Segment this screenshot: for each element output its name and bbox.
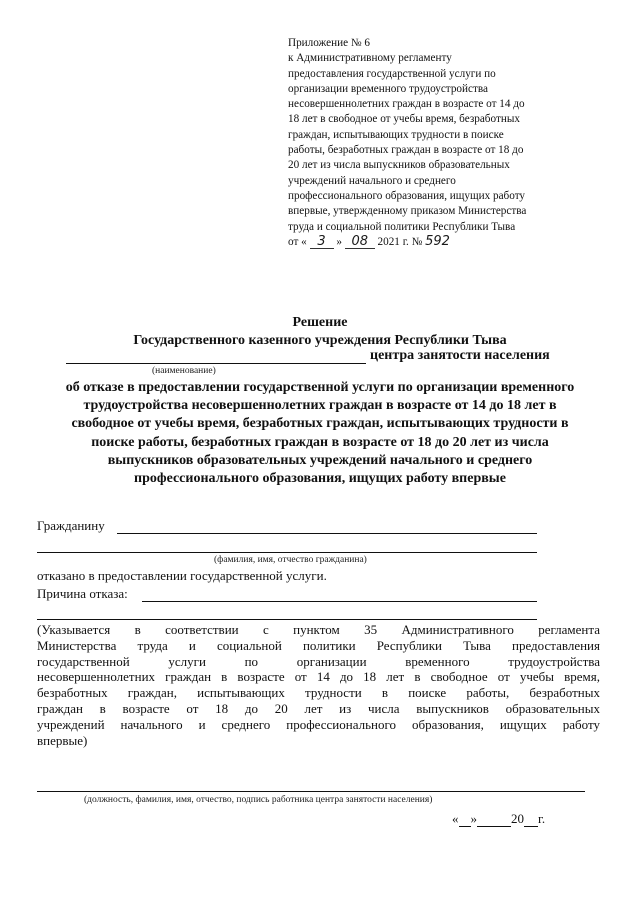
- explanation-line: учреждений начального и среднего профессионального образования, ищущих работу: [37, 716, 600, 732]
- subject-line: об отказе в предоставлении государственной услуги по организации временного: [65, 380, 575, 395]
- decision-title: [30, 314, 610, 350]
- date-year-text: 2021 г. №: [377, 235, 423, 248]
- signature-hint: (должность, фамилия, имя, отчество, подпись работника центра занятости населения): [84, 795, 433, 805]
- explanation-line: безработных граждан, испытывающих трудности в поиске работы, безработных: [37, 685, 600, 701]
- annex-line: 18 лет в свободное от учебы время, безработных: [288, 113, 520, 126]
- subject-line: выпускников образовательных учреждений начального и среднего: [107, 452, 533, 468]
- reason-explanation: [37, 622, 600, 748]
- date-prefix: от «: [288, 235, 307, 248]
- annex-line: организации временного трудоустройства: [288, 82, 488, 95]
- annex-line: несовершеннолетних граждан в возрасте от 14 до: [288, 98, 525, 111]
- explanation-line: граждан в возрасте от 18 до 20 лет из числа выпускников образовательных: [37, 700, 600, 716]
- center-name-line: [66, 348, 550, 364]
- citizen-name-field-2[interactable]: [37, 552, 537, 553]
- date-month-blank[interactable]: [477, 815, 511, 827]
- annex-line: впервые, утвержденному приказом Министерства: [288, 205, 527, 218]
- title-heading: Решение: [292, 315, 348, 330]
- fio-hint: (фамилия, имя, отчество гражданина): [214, 555, 367, 565]
- reason-field-2[interactable]: [37, 619, 537, 620]
- decision-subject: [22, 379, 618, 488]
- date-open: «: [452, 811, 459, 826]
- date-end: г.: [538, 811, 546, 826]
- annex-date-line: [288, 235, 588, 250]
- date-year-blank[interactable]: [524, 815, 538, 827]
- refused-text: отказано в предоставлении государственной услуги.: [37, 568, 327, 583]
- handwritten-order-number: 592: [425, 233, 450, 249]
- citizen-name-field[interactable]: [117, 533, 537, 534]
- explanation-line: государственной услуги по организации временного трудоустройства: [37, 653, 600, 669]
- reason-field[interactable]: [142, 601, 537, 602]
- subject-line: свободное от учебы время, безработных граждан, испытывающих трудности в: [71, 416, 569, 432]
- annex-line: учреждений начального и среднего: [288, 174, 456, 187]
- signature-date-line: [452, 811, 545, 827]
- subject-line: профессионального образования, ищущих работу впервые: [134, 471, 506, 487]
- reason-label: Причина отказа:: [37, 586, 128, 601]
- center-suffix: центра занятости населения: [370, 348, 550, 363]
- annex-line: 20 лет из числа выпускников образовательных: [288, 159, 510, 172]
- handwritten-month: 08: [345, 235, 375, 249]
- explanation-line: впервые): [37, 732, 88, 748]
- explanation-line: (Указывается в соответствии с пунктом 35 Административного регламента: [37, 622, 600, 637]
- date-mid: »: [470, 811, 477, 826]
- name-hint: (наименование): [152, 366, 216, 376]
- signature-field[interactable]: [37, 791, 585, 792]
- explanation-line: Министерства труда и социальной политики Республики Тыва предоставления: [37, 637, 600, 653]
- annex-line: профессионального образования, ищущих работу: [288, 189, 526, 202]
- handwritten-day: 3: [310, 235, 334, 249]
- annex-line: к Административному регламенту: [288, 52, 452, 65]
- citizen-label: Гражданину: [37, 518, 105, 533]
- date-year: 20: [511, 811, 524, 826]
- subject-line: поиске работы, безработных граждан в возрасте от 18 до 20 лет из числа: [91, 434, 549, 450]
- center-name-blank[interactable]: [66, 350, 366, 364]
- annex-line: граждан, испытывающих трудности в поиске: [288, 128, 504, 141]
- title-institution: Государственного казенного учреждения Республики Тыва: [133, 333, 507, 348]
- annex-header: [288, 36, 588, 250]
- annex-line: работы, безработных граждан в возрасте от 18 до: [288, 144, 524, 157]
- annex-line: Приложение № 6: [288, 37, 370, 49]
- date-quote-close: »: [336, 235, 342, 248]
- annex-line: предоставления государственной услуги по: [288, 67, 496, 80]
- subject-line: трудоустройства несовершеннолетних граждан в возрасте от 14 до 18 лет в: [83, 398, 557, 414]
- explanation-line: несовершеннолетних граждан в возрасте от 14 до 18 лет в свободное от учебы время,: [37, 669, 600, 685]
- annex-line: труда и социальной политики Республики Тыва: [288, 220, 516, 233]
- date-day-blank[interactable]: [459, 815, 471, 827]
